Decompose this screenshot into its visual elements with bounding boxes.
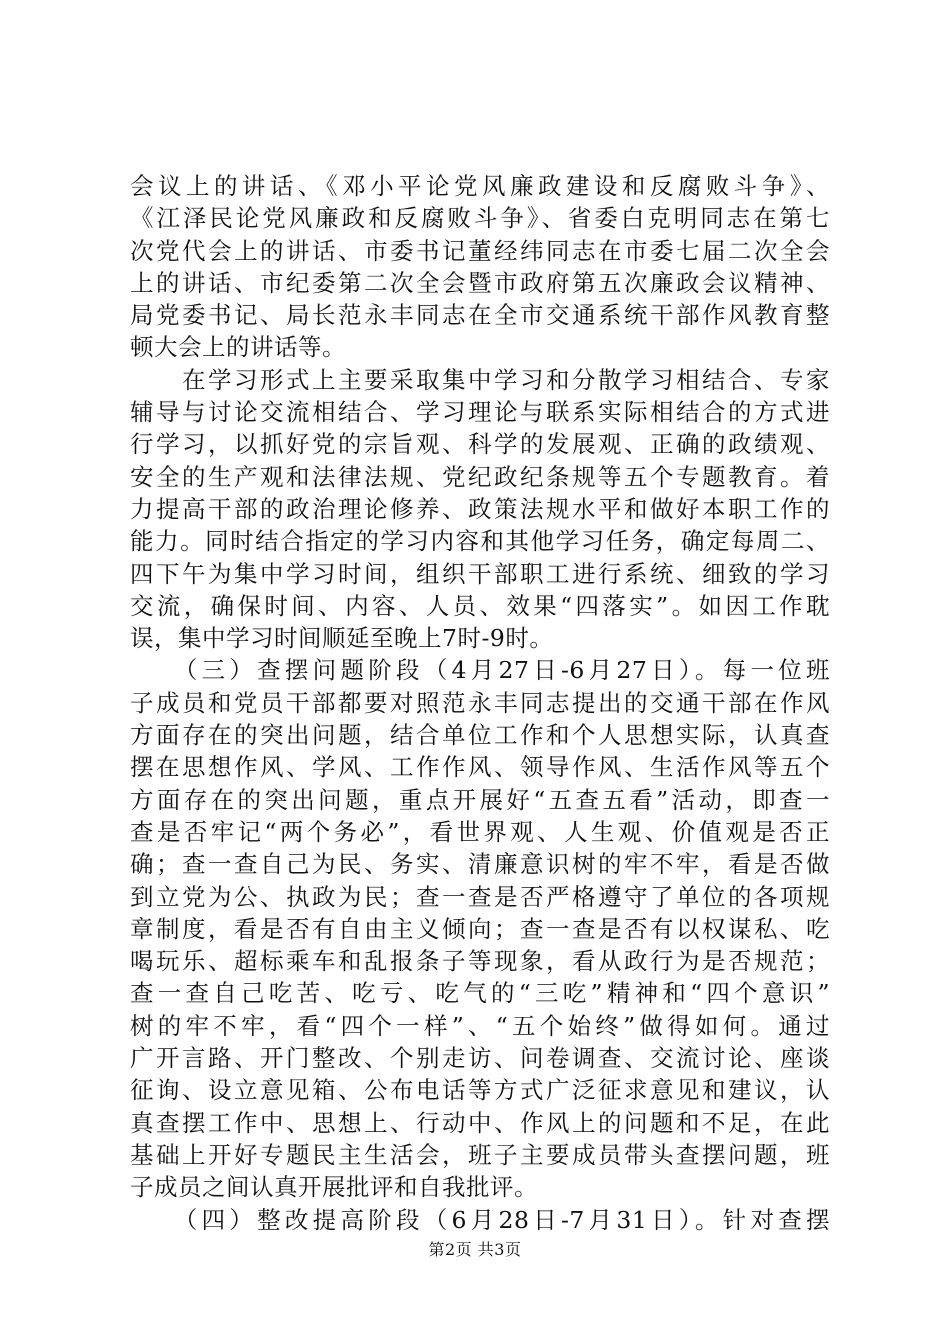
text-line: 喝玩乐、超标乘车和乱报条子等现象，看从政行为是否规范； [130,947,830,976]
text-line: 摆在思想作风、学风、工作作风、领导作风、生活作风等五个 [130,753,830,782]
text-line: 查一查自己吃苦、吃亏、吃气的“三吃”精神和“四个意识” [130,979,830,1008]
text-line: 确；查一查自己为民、务实、清廉意识树的牢不牢，看是否做 [130,850,830,879]
text-line: 征询、设立意见箱、公布电话等方式广泛征求意见和建议，认 [130,1076,830,1105]
text-line: 在学习形式上主要采取集中学习和分散学习相结合、专家 [130,365,830,394]
text-line: 广开言路、开门整改、个别走访、问卷调查、交流讨论、座谈 [130,1044,830,1073]
text-line: 方面存在的突出问题，结合单位工作和个人思想实际，认真查 [130,721,830,750]
text-line: 查是否牢记“两个务必”，看世界观、人生观、价值观是否正 [130,817,830,846]
text-line: 交流，确保时间、内容、人员、效果“四落实”。如因工作耽 [130,591,830,620]
text-line: 方面存在的突出问题，重点开展好“五查五看”活动，即查一 [130,785,830,814]
text-line: 上的讲话、市纪委第二次全会暨市政府第五次廉政会议精神、 [130,268,830,297]
text-line: 能力。同时结合指定的学习内容和其他学习任务，确定每周二、 [130,527,830,556]
text-line: 会议上的讲话、《邓小平论党风廉政建设和反腐败斗争》、 [130,172,830,200]
text-line: 力提高干部的政治理论修养、政策法规水平和做好本职工作的 [130,494,830,523]
text-line: 局党委书记、局长范永丰同志在全市交通系统干部作风教育整 [130,301,830,330]
text-line: 基础上开好专题民主生活会，班子主要成员带头查摆问题，班 [130,1140,830,1169]
text-line: 到立党为公、执政为民；查一查是否严格遵守了单位的各项规 [130,882,830,911]
text-line: 行学习，以抓好党的宗旨观、科学的发展观、正确的政绩观、 [130,430,830,459]
text-line: 真查摆工作中、思想上、行动中、作风上的问题和不足，在此 [130,1108,830,1137]
text-line: 辅导与讨论交流相结合、学习理论与联系实际相结合的方式进 [130,398,830,427]
text-line: （三）查摆问题阶段（4月27日-6月27日）。每一位班 [130,656,830,685]
text-line: （四）整改提高阶段（6月28日-7月31日）。针对查摆 [130,1205,830,1234]
text-line: 子成员之间认真开展批评和自我批评。 [130,1173,538,1202]
text-line: 安全的生产观和法律法规、党纪政纪条规等五个专题教育。着 [130,462,830,491]
text-line: 树的牢不牢，看“四个一样”、“五个始终”做得如何。通过 [130,1011,830,1040]
text-line: 章制度，看是否有自由主义倾向；查一查是否有以权谋私、吃 [130,914,830,943]
text-line: 子成员和党员干部都要对照范永丰同志提出的交通干部在作风 [130,688,830,717]
text-line: 误，集中学习时间顺延至晚上7时-9时。 [130,624,554,653]
text-line: 《江泽民论党风廉政和反腐败斗争》、省委白克明同志在第七 [130,204,830,233]
document-body [130,170,830,1236]
text-line: 次党代会上的讲话、市委书记董经纬同志在市委七届二次全会 [130,236,830,265]
text-line: 四下午为集中学习时间，组织干部职工进行系统、细致的学习 [130,559,830,588]
page-footer: 第2页 共3页 [428,1240,522,1259]
text-line: 顿大会上的讲话等。 [130,333,346,362]
